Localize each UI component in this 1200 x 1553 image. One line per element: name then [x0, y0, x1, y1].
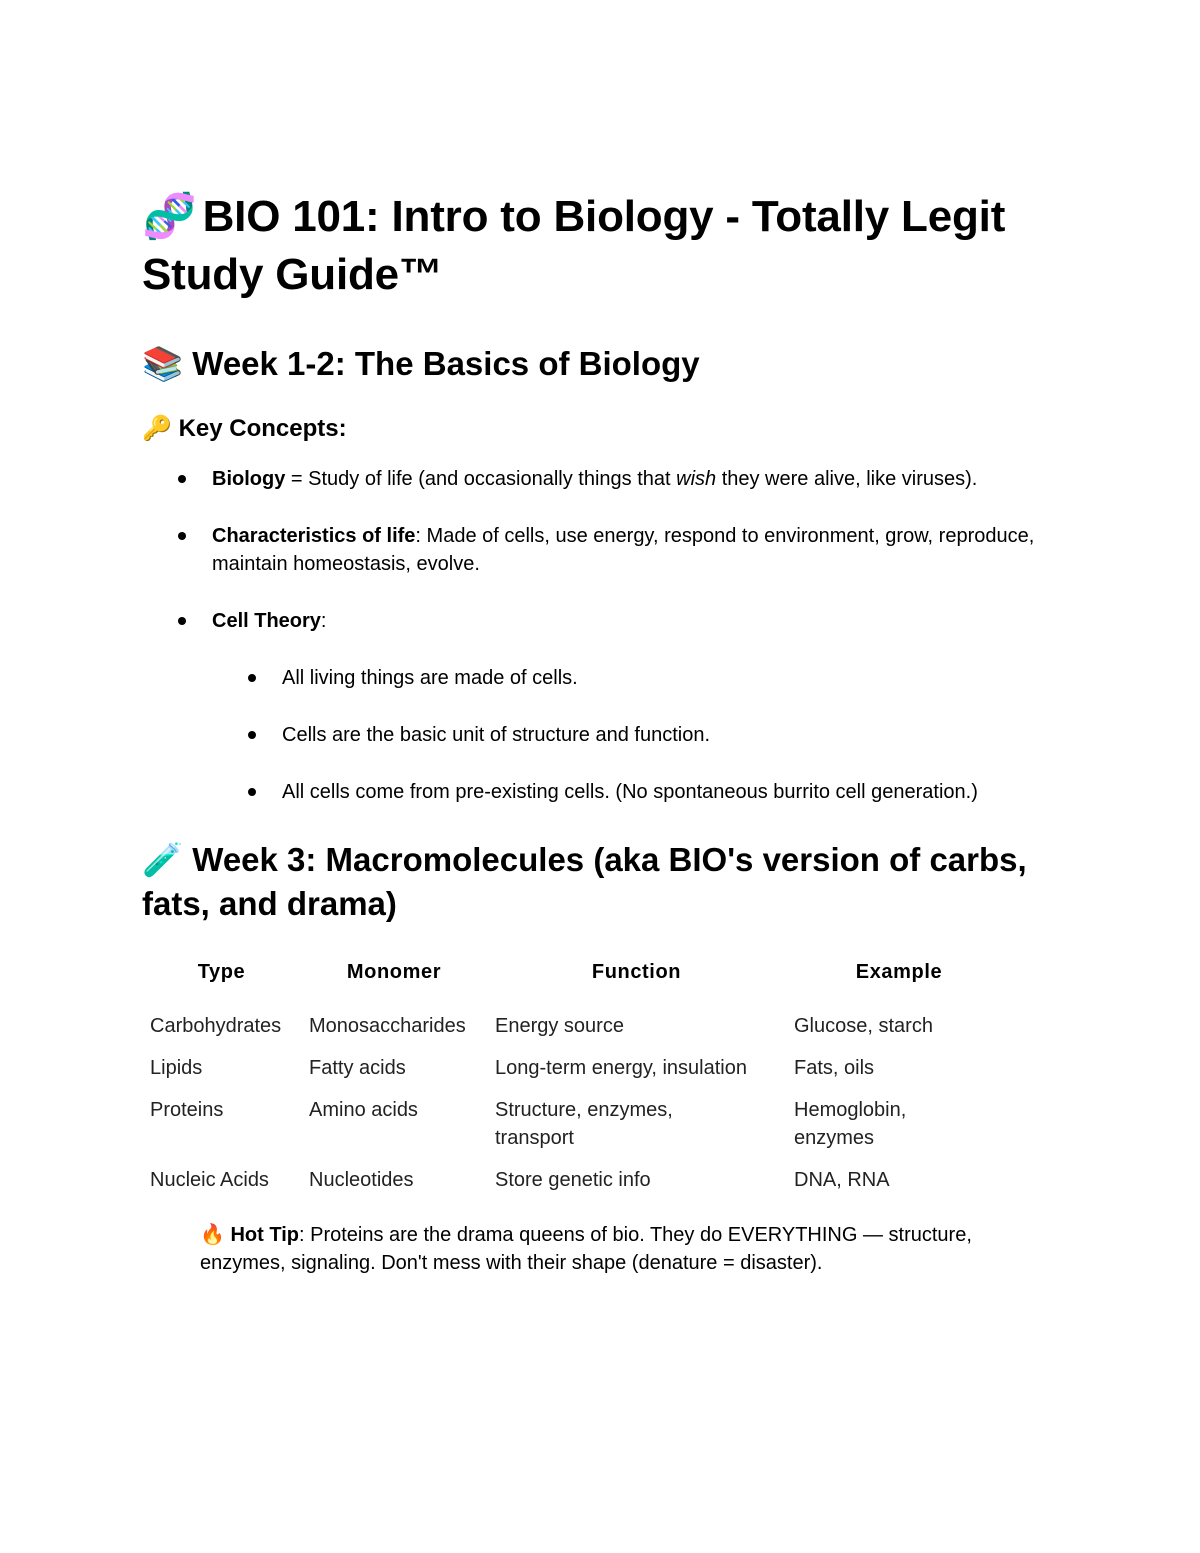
table-cell: Long-term energy, insulation: [495, 1057, 747, 1079]
hollow-bullet: [248, 731, 256, 739]
hollow-bullet: [248, 788, 256, 796]
characteristics-definition: : Made of cells, use energy, respond to environment, grow, reproduce, maintain homeostasis, evolve.: [212, 525, 1035, 575]
list-item-characteristics: [142, 522, 1062, 578]
table-cell: Fats, oils: [794, 1057, 875, 1079]
table-cell: Carbohydrates: [150, 1015, 282, 1037]
bullet-dot: [178, 617, 186, 625]
dna-icon: 🧬: [142, 191, 197, 242]
week-1-2-heading-text: Week 1-2: The Basics of Biology: [192, 345, 700, 382]
macromolecules-table: [142, 950, 1012, 1200]
fire-icon: 🔥: [200, 1222, 225, 1246]
bullet-dot: [178, 475, 186, 483]
key-concepts-list: [142, 465, 1062, 806]
table-row: [142, 1158, 1012, 1200]
table-cell: Hemoglobin, enzymes: [794, 1099, 907, 1149]
sub-list-item-text: All cells come from pre-existing cells. (No spontaneous burrito cell generation.): [282, 781, 978, 803]
books-icon: 📚: [142, 344, 184, 383]
document-page: [142, 188, 1062, 1297]
cell-theory-sublist: [142, 664, 1062, 806]
list-item-cell-theory: [142, 607, 1062, 806]
column-header-function: Function: [591, 961, 682, 983]
sub-list-item: [142, 721, 1062, 749]
table-cell: Nucleic Acids: [150, 1169, 269, 1191]
term-characteristics: Characteristics of life: [212, 525, 416, 547]
cell-theory-colon: :: [320, 610, 327, 632]
table-cell: Nucleotides: [309, 1169, 414, 1191]
column-header-type: Type: [197, 961, 246, 983]
table-cell: Energy source: [495, 1015, 624, 1037]
hollow-bullet: [248, 674, 256, 682]
hot-tip-paragraph: [200, 1220, 980, 1277]
table-cell: Amino acids: [309, 1099, 418, 1121]
table-cell: Lipids: [150, 1057, 203, 1079]
key-concepts-heading: [142, 412, 1062, 445]
sub-list-item-text: Cells are the basic unit of structure and function.: [282, 724, 711, 746]
document-title-text: BIO 101: Intro to Biology - Totally Legit Study Guide™: [142, 192, 1006, 299]
table-cell: DNA, RNA: [794, 1169, 890, 1191]
hot-tip-text: : Proteins are the drama queens of bio. They do EVERYTHING — structure, enzymes, signaling. Don't mess with their shape (denature = disaster).: [200, 1224, 972, 1274]
table-cell: Store genetic info: [495, 1169, 651, 1191]
sub-list-item: [142, 778, 1062, 806]
table-row: [142, 1046, 1012, 1088]
week-3-heading: [142, 838, 1062, 926]
table-row: [142, 1004, 1012, 1046]
week-3-heading-text: Week 3: Macromolecules (aka BIO's version of carbs, fats, and drama): [142, 841, 1027, 922]
table-cell: Structure, enzymes, transport: [495, 1099, 673, 1149]
biology-definition-post: they were alive, like viruses).: [716, 468, 978, 490]
column-header-example: Example: [855, 961, 943, 983]
test-tube-icon: 🧪: [142, 840, 184, 879]
list-item-biology: [142, 465, 1062, 493]
biology-definition-pre: = Study of life (and occasionally things that: [285, 468, 677, 490]
table-cell: Proteins: [150, 1099, 224, 1121]
week-1-2-heading: [142, 342, 1062, 386]
sub-list-item-text: All living things are made of cells.: [282, 667, 578, 689]
table-cell: Glucose, starch: [794, 1015, 933, 1037]
term-biology: Biology: [212, 468, 286, 490]
document-title: [142, 188, 1062, 304]
key-concepts-label: Key Concepts:: [178, 415, 347, 442]
key-icon: 🔑: [142, 414, 172, 442]
table-cell: Fatty acids: [309, 1057, 406, 1079]
biology-definition-emphasis: wish: [676, 468, 717, 490]
table-cell: Monosaccharides: [309, 1015, 466, 1037]
table-row: [142, 1088, 1012, 1158]
sub-list-item: [142, 664, 1062, 692]
table-header-row: [142, 950, 1012, 1004]
bullet-dot: [178, 532, 186, 540]
column-header-monomer: Monomer: [346, 961, 442, 983]
hot-tip-label: Hot Tip: [230, 1224, 299, 1246]
term-cell-theory: Cell Theory: [212, 610, 321, 632]
